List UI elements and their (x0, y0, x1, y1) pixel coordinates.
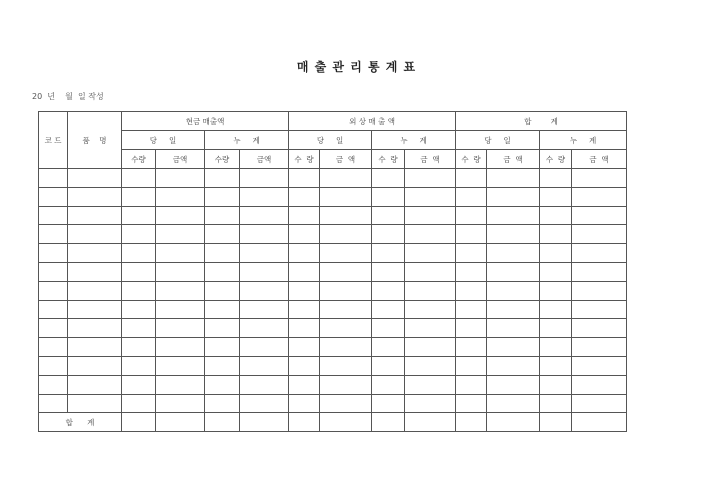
quantity-cell[interactable] (289, 338, 320, 357)
header-period: 누 계 (205, 131, 289, 150)
quantity-cell[interactable] (122, 338, 156, 357)
quantity-cell[interactable] (540, 225, 572, 244)
quantity-cell[interactable] (540, 356, 572, 375)
code-cell[interactable] (39, 300, 68, 319)
amount-cell[interactable] (156, 281, 205, 300)
total-quantity-cell[interactable] (289, 413, 320, 432)
quantity-cell[interactable] (289, 244, 320, 263)
code-cell[interactable] (39, 394, 68, 413)
quantity-cell[interactable] (289, 300, 320, 319)
amount-cell[interactable] (572, 319, 627, 338)
amount-cell[interactable] (572, 187, 627, 206)
amount-cell[interactable] (156, 225, 205, 244)
amount-cell[interactable] (240, 319, 289, 338)
amount-cell[interactable] (320, 375, 372, 394)
page-title: 매 출 관 리 통 계 표 (296, 60, 417, 74)
item-name-cell[interactable] (68, 187, 122, 206)
amount-cell[interactable] (572, 169, 627, 188)
amount-cell[interactable] (156, 206, 205, 225)
quantity-cell[interactable] (122, 225, 156, 244)
quantity-cell[interactable] (205, 169, 240, 188)
quantity-cell[interactable] (205, 394, 240, 413)
quantity-cell[interactable] (205, 281, 240, 300)
amount-cell[interactable] (487, 187, 540, 206)
total-label: 합 계 (39, 413, 122, 432)
date-line: 20 년 월 일 작성 (32, 92, 104, 101)
amount-cell[interactable] (320, 356, 372, 375)
item-name-cell[interactable] (68, 300, 122, 319)
quantity-cell[interactable] (540, 244, 572, 263)
item-name-cell[interactable] (68, 319, 122, 338)
header-quantity: 수량 (205, 150, 240, 169)
code-cell[interactable] (39, 375, 68, 394)
amount-cell[interactable] (240, 281, 289, 300)
quantity-cell[interactable] (540, 375, 572, 394)
amount-cell[interactable] (240, 225, 289, 244)
amount-cell[interactable] (405, 244, 456, 263)
quantity-cell[interactable] (122, 187, 156, 206)
amount-cell[interactable] (487, 375, 540, 394)
quantity-cell[interactable] (289, 375, 320, 394)
quantity-cell[interactable] (372, 356, 405, 375)
quantity-cell[interactable] (372, 206, 405, 225)
amount-cell[interactable] (405, 225, 456, 244)
quantity-cell[interactable] (456, 169, 487, 188)
quantity-cell[interactable] (456, 300, 487, 319)
table-row (39, 169, 627, 188)
amount-cell[interactable] (320, 169, 372, 188)
amount-cell[interactable] (487, 206, 540, 225)
table-row (39, 394, 627, 413)
total-row (39, 413, 627, 432)
amount-cell[interactable] (320, 319, 372, 338)
code-cell[interactable] (39, 187, 68, 206)
quantity-cell[interactable] (456, 244, 487, 263)
amount-cell[interactable] (487, 356, 540, 375)
amount-cell[interactable] (240, 262, 289, 281)
amount-cell[interactable] (156, 169, 205, 188)
quantity-cell[interactable] (205, 225, 240, 244)
total-amount-cell[interactable] (240, 413, 289, 432)
header-quantity: 수 량 (289, 150, 320, 169)
item-name-cell[interactable] (68, 225, 122, 244)
table-row (39, 187, 627, 206)
total-quantity-cell[interactable] (456, 413, 487, 432)
quantity-cell[interactable] (372, 169, 405, 188)
header-amount: 금 액 (405, 150, 456, 169)
amount-cell[interactable] (240, 394, 289, 413)
amount-cell[interactable] (320, 244, 372, 263)
amount-cell[interactable] (240, 375, 289, 394)
amount-cell[interactable] (156, 375, 205, 394)
amount-cell[interactable] (405, 300, 456, 319)
quantity-cell[interactable] (122, 262, 156, 281)
amount-cell[interactable] (240, 338, 289, 357)
amount-cell[interactable] (572, 338, 627, 357)
quantity-cell[interactable] (456, 375, 487, 394)
quantity-cell[interactable] (372, 394, 405, 413)
code-cell[interactable] (39, 319, 68, 338)
quantity-cell[interactable] (372, 244, 405, 263)
header-amount: 금액 (240, 150, 289, 169)
table-row (39, 244, 627, 263)
amount-cell[interactable] (320, 206, 372, 225)
amount-cell[interactable] (320, 187, 372, 206)
quantity-cell[interactable] (289, 169, 320, 188)
amount-cell[interactable] (320, 300, 372, 319)
amount-cell[interactable] (405, 262, 456, 281)
quantity-cell[interactable] (372, 225, 405, 244)
total-quantity-cell[interactable] (540, 413, 572, 432)
quantity-cell[interactable] (205, 187, 240, 206)
amount-cell[interactable] (156, 356, 205, 375)
item-name-cell[interactable] (68, 169, 122, 188)
code-cell[interactable] (39, 262, 68, 281)
quantity-cell[interactable] (122, 169, 156, 188)
amount-cell[interactable] (487, 394, 540, 413)
quantity-cell[interactable] (122, 375, 156, 394)
quantity-cell[interactable] (372, 319, 405, 338)
quantity-cell[interactable] (205, 206, 240, 225)
code-cell[interactable] (39, 206, 68, 225)
total-amount-cell[interactable] (487, 413, 540, 432)
code-cell[interactable] (39, 338, 68, 357)
amount-cell[interactable] (487, 338, 540, 357)
item-name-cell[interactable] (68, 281, 122, 300)
amount-cell[interactable] (240, 169, 289, 188)
quantity-cell[interactable] (289, 206, 320, 225)
quantity-cell[interactable] (372, 187, 405, 206)
total-amount-cell[interactable] (320, 413, 372, 432)
header-period: 누 계 (372, 131, 456, 150)
table-row (39, 225, 627, 244)
code-cell[interactable] (39, 244, 68, 263)
amount-cell[interactable] (487, 244, 540, 263)
header-quantity: 수량 (122, 150, 156, 169)
header-quantity: 수 량 (540, 150, 572, 169)
header-quantity: 수 량 (372, 150, 405, 169)
amount-cell[interactable] (320, 394, 372, 413)
header-period: 누 계 (540, 131, 627, 150)
code-cell[interactable] (39, 281, 68, 300)
header-code: 코 드 (39, 112, 68, 169)
amount-cell[interactable] (240, 300, 289, 319)
amount-cell[interactable] (572, 356, 627, 375)
code-cell[interactable] (39, 356, 68, 375)
amount-cell[interactable] (156, 187, 205, 206)
quantity-cell[interactable] (205, 300, 240, 319)
amount-cell[interactable] (240, 356, 289, 375)
quantity-cell[interactable] (205, 262, 240, 281)
header-item-name: 품 명 (68, 112, 122, 169)
header-credit-sales: 외 상 매 출 액 (289, 112, 456, 131)
quantity-cell[interactable] (289, 281, 320, 300)
table-row (39, 281, 627, 300)
quantity-cell[interactable] (456, 206, 487, 225)
amount-cell[interactable] (320, 338, 372, 357)
item-name-cell[interactable] (68, 394, 122, 413)
amount-cell[interactable] (572, 300, 627, 319)
quantity-cell[interactable] (540, 394, 572, 413)
amount-cell[interactable] (572, 394, 627, 413)
quantity-cell[interactable] (122, 300, 156, 319)
quantity-cell[interactable] (456, 338, 487, 357)
table-row (39, 262, 627, 281)
amount-cell[interactable] (572, 206, 627, 225)
item-name-cell[interactable] (68, 206, 122, 225)
amount-cell[interactable] (405, 169, 456, 188)
table-row (39, 375, 627, 394)
quantity-cell[interactable] (456, 262, 487, 281)
quantity-cell[interactable] (540, 169, 572, 188)
quantity-cell[interactable] (540, 319, 572, 338)
amount-cell[interactable] (320, 225, 372, 244)
item-name-cell[interactable] (68, 244, 122, 263)
code-cell[interactable] (39, 169, 68, 188)
amount-cell[interactable] (240, 187, 289, 206)
quantity-cell[interactable] (122, 281, 156, 300)
total-amount-cell[interactable] (156, 413, 205, 432)
amount-cell[interactable] (405, 394, 456, 413)
amount-cell[interactable] (405, 187, 456, 206)
quantity-cell[interactable] (289, 356, 320, 375)
quantity-cell[interactable] (372, 300, 405, 319)
amount-cell[interactable] (572, 281, 627, 300)
quantity-cell[interactable] (540, 262, 572, 281)
amount-cell[interactable] (572, 262, 627, 281)
quantity-cell[interactable] (456, 319, 487, 338)
header-amount: 금액 (156, 150, 205, 169)
amount-cell[interactable] (405, 356, 456, 375)
quantity-cell[interactable] (289, 262, 320, 281)
amount-cell[interactable] (156, 394, 205, 413)
quantity-cell[interactable] (540, 206, 572, 225)
quantity-cell[interactable] (456, 281, 487, 300)
table-row (39, 300, 627, 319)
amount-cell[interactable] (572, 375, 627, 394)
quantity-cell[interactable] (205, 319, 240, 338)
amount-cell[interactable] (240, 244, 289, 263)
quantity-cell[interactable] (372, 338, 405, 357)
table-row (39, 338, 627, 357)
quantity-cell[interactable] (540, 338, 572, 357)
header-period: 당 일 (122, 131, 205, 150)
quantity-cell[interactable] (289, 225, 320, 244)
amount-cell[interactable] (156, 244, 205, 263)
total-amount-cell[interactable] (405, 413, 456, 432)
amount-cell[interactable] (487, 225, 540, 244)
quantity-cell[interactable] (540, 187, 572, 206)
amount-cell[interactable] (487, 169, 540, 188)
amount-cell[interactable] (405, 206, 456, 225)
quantity-cell[interactable] (540, 300, 572, 319)
quantity-cell[interactable] (122, 319, 156, 338)
header-cash-sales: 현금 매출액 (122, 112, 289, 131)
quantity-cell[interactable] (122, 356, 156, 375)
item-name-cell[interactable] (68, 375, 122, 394)
amount-cell[interactable] (487, 319, 540, 338)
quantity-cell[interactable] (122, 394, 156, 413)
amount-cell[interactable] (487, 281, 540, 300)
amount-cell[interactable] (156, 300, 205, 319)
table-row (39, 206, 627, 225)
code-cell[interactable] (39, 225, 68, 244)
quantity-cell[interactable] (456, 356, 487, 375)
quantity-cell[interactable] (289, 319, 320, 338)
amount-cell[interactable] (156, 338, 205, 357)
amount-cell[interactable] (405, 319, 456, 338)
quantity-cell[interactable] (289, 187, 320, 206)
quantity-cell[interactable] (289, 394, 320, 413)
item-name-cell[interactable] (68, 262, 122, 281)
quantity-cell[interactable] (205, 375, 240, 394)
header-amount: 금 액 (572, 150, 627, 169)
amount-cell[interactable] (405, 281, 456, 300)
amount-cell[interactable] (320, 281, 372, 300)
quantity-cell[interactable] (540, 281, 572, 300)
amount-cell[interactable] (405, 338, 456, 357)
amount-cell[interactable] (572, 244, 627, 263)
quantity-cell[interactable] (205, 338, 240, 357)
quantity-cell[interactable] (456, 225, 487, 244)
total-quantity-cell[interactable] (205, 413, 240, 432)
amount-cell[interactable] (240, 206, 289, 225)
amount-cell[interactable] (156, 262, 205, 281)
header-total: 합 계 (456, 112, 627, 131)
header-period: 당 일 (289, 131, 372, 150)
quantity-cell[interactable] (456, 394, 487, 413)
header-quantity: 수 량 (456, 150, 487, 169)
amount-cell[interactable] (572, 225, 627, 244)
quantity-cell[interactable] (372, 375, 405, 394)
table-row (39, 356, 627, 375)
sales-statistics-table (38, 111, 627, 432)
amount-cell[interactable] (487, 262, 540, 281)
header-amount: 금 액 (320, 150, 372, 169)
quantity-cell[interactable] (122, 244, 156, 263)
item-name-cell[interactable] (68, 338, 122, 357)
quantity-cell[interactable] (205, 244, 240, 263)
quantity-cell[interactable] (372, 262, 405, 281)
amount-cell[interactable] (320, 262, 372, 281)
total-amount-cell[interactable] (572, 413, 627, 432)
quantity-cell[interactable] (372, 281, 405, 300)
quantity-cell[interactable] (205, 356, 240, 375)
amount-cell[interactable] (156, 319, 205, 338)
header-period: 당 일 (456, 131, 540, 150)
amount-cell[interactable] (487, 300, 540, 319)
total-quantity-cell[interactable] (122, 413, 156, 432)
amount-cell[interactable] (405, 375, 456, 394)
quantity-cell[interactable] (456, 187, 487, 206)
total-quantity-cell[interactable] (372, 413, 405, 432)
header-amount: 금 액 (487, 150, 540, 169)
quantity-cell[interactable] (122, 206, 156, 225)
item-name-cell[interactable] (68, 356, 122, 375)
table-row (39, 319, 627, 338)
